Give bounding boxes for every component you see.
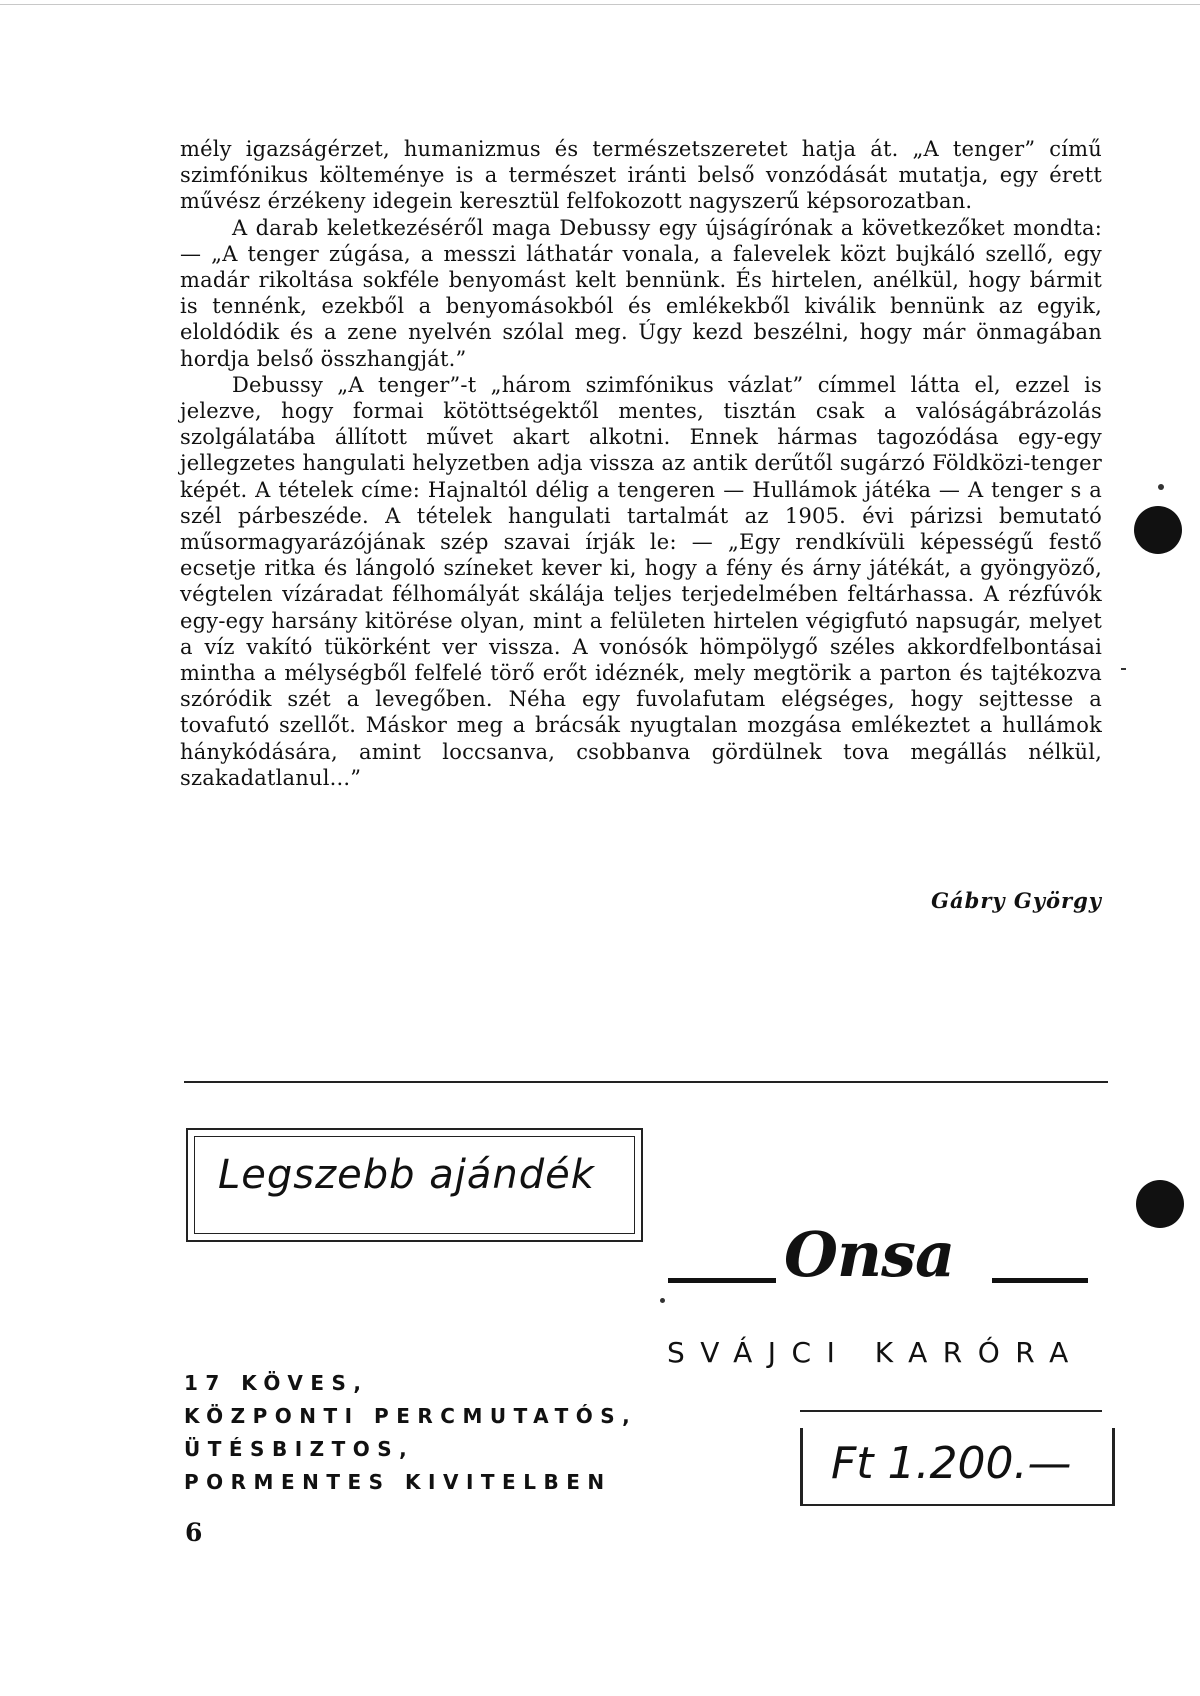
price-top-rule: [800, 1410, 1102, 1412]
brand-subtitle: SVÁJCI KARÓRA: [667, 1336, 1084, 1369]
feature-item: KÖZPONTI PERCMUTATÓS,: [184, 1404, 638, 1428]
feature-item: ÜTÉSBIZTOS,: [184, 1437, 415, 1461]
scan-speck: [1121, 668, 1126, 670]
brand-logo: [664, 1218, 1094, 1298]
article-paragraph-3: Debussy „A tenger”-t „három szimfónikus vázlat” címmel látta el, ezzel is jelezve, hogy formai kötöttségektől mentes, tisztán csak a valóságábrázolás szolgálatába állított művet akart alkotni. Ennek hármas tagozódása egy-egy jellegzetes hangulati helyzetben adja vissza az antik derűtől sugárzó Földközi-tenger képét. A tételek címe: Hajnaltól délig a tengeren — Hullámok játéka — A tenger s a szél párbeszéde. A tételek hangulati tartalmát az 1905. évi párizsi bemutató műsormagyarázójának szép szavai írják le: — „Egy rendkívüli képességű festő ecsetje ritka és lángoló színeket kever ki, hogy a fény és árny játékát, a gyöngyöző, végtelen vízáradat félhomályát skálája teljes terjedelmében feltárhassa. A rézfúvók egy-egy harsány kitörése olyan, mint a felületen hirtelen végigfutó napsugár, melyet a víz vakító tükörként ver vissza. A vonósók hömpölygő széles akkordfelbontásai mintha a mélységből felfelé törő erőt idéznék, mely megtörik a parton és tajtékozva szóródik szét a levegőben. Néha egy fuvolafutam elégséges, hogy sejttesse a tovafutó szellőt. Máskor meg a brácsák nyugtalan mozgása emlékeztet a hullámok hánykódására, amint loccsanva, csobbanva gördülnek tova megállás nélkül, szakadatlanul...”: [180, 372, 1102, 790]
brand-name: Onsa: [784, 1218, 955, 1291]
price-box: [800, 1428, 1115, 1506]
price-label: Ft 1.200.—: [831, 1438, 1072, 1489]
gift-label: Legszebb ajándék: [218, 1152, 595, 1198]
article-paragraph-2: A darab keletkezéséről maga Debussy egy újságírónak a következőket mondta: — „A tenger zúgása, a messzi láthatár vonala, a falevelek közt bujkáló szellő, egy madár rikoltása sokféle benyomást kelt bennünk. És hirtelen, anélkül, hogy bármit is tennénk, ezekből a benyomásokból és emlékekből kiválik bennünk az egyik, eloldódik és a zene nyelvén szólal meg. Úgy kezd beszélni, hogy már önmagában hordja belső összhangját.”: [180, 215, 1102, 371]
punch-hole-lower: [1136, 1180, 1184, 1228]
brand-underline-right: [992, 1278, 1088, 1283]
article-author: Gábry György: [931, 888, 1102, 913]
article-body: [180, 136, 1102, 791]
scan-speck: [660, 1298, 665, 1303]
feature-list: [184, 1367, 637, 1499]
scan-speck: [1158, 484, 1164, 490]
gift-label-box: [186, 1128, 643, 1242]
feature-item: 17 KÖVES,: [184, 1371, 369, 1395]
page-top-edge: [0, 4, 1200, 5]
feature-item: PORMENTES KIVITELBEN: [184, 1470, 612, 1494]
brand-underline-left: [668, 1278, 776, 1283]
punch-hole-upper: [1134, 506, 1182, 554]
article-paragraph-1: mély igazságérzet, humanizmus és természetszeretet hatja át. „A tenger” című szimfónikus költeménye is a természet iránti belső vonzódását mutatja, egy érett művész érzékeny idegein keresztül felfokozott nagyszerű képsorozatban.: [180, 137, 1102, 214]
advertisement-divider: [184, 1081, 1108, 1083]
page-number: 6: [185, 1518, 203, 1547]
